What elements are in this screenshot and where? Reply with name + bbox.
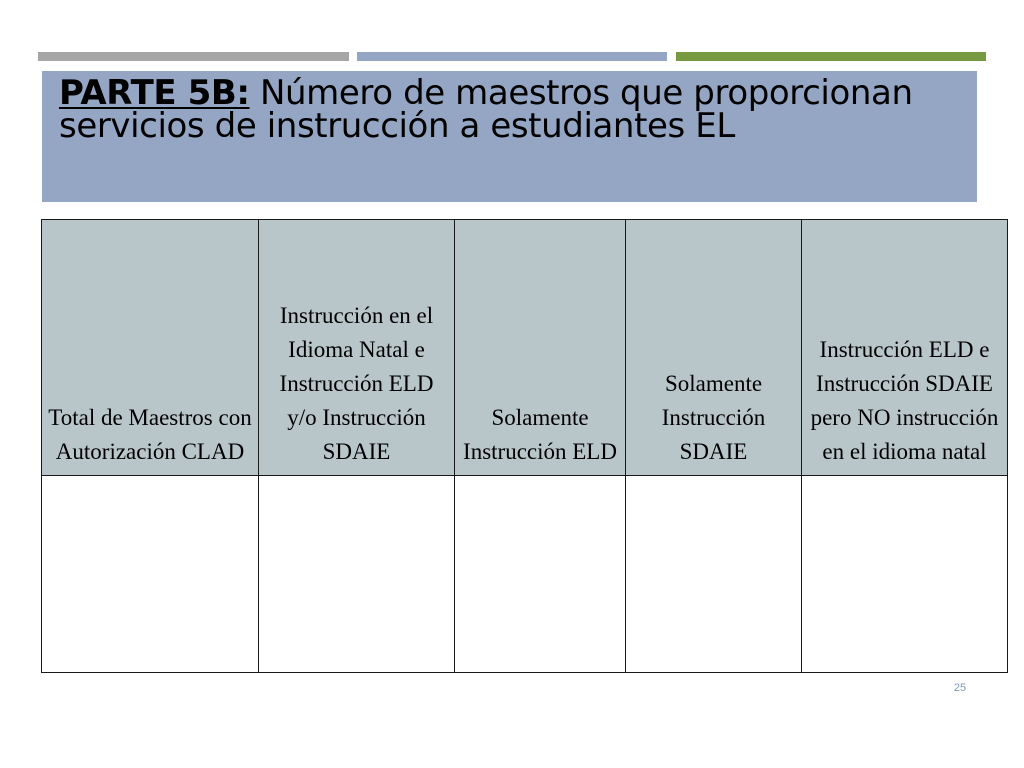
- header-eld-sdaie-no-native: Instrucción ELD e Instrucción SDAIE pero NO instrucción en el idioma natal: [802, 220, 1008, 476]
- header-total-clad: Total de Maestros con Autorización CLAD: [42, 220, 259, 476]
- header-sdaie-only: Solamente Instrucción SDAIE: [626, 220, 802, 476]
- table-cell-sdaie-only[interactable]: [626, 476, 802, 673]
- title-body: Número de maestros que proporcionan servicios de instrucción a estudiantes EL: [59, 73, 913, 146]
- accent-bar-gray: [38, 52, 349, 61]
- teachers-table: [41, 219, 1008, 673]
- title-banner: [42, 71, 977, 202]
- header-native-language-eld-sdaie: Instrucción en el Idioma Natal e Instrucción ELD y/o Instrucción SDAIE: [259, 220, 455, 476]
- title-prefix: PARTE 5B:: [59, 73, 250, 113]
- table-row: [42, 476, 1008, 673]
- header-row: [42, 220, 1008, 476]
- accent-bar-green: [676, 52, 986, 61]
- page-number: 25: [953, 682, 967, 694]
- accent-bar-blue: [357, 52, 667, 61]
- table-cell-total-clad[interactable]: [42, 476, 259, 673]
- header-eld-only: Solamente Instrucción ELD: [455, 220, 626, 476]
- slide-title: [59, 73, 961, 146]
- table-cell-eld-only[interactable]: [455, 476, 626, 673]
- table-cell-eld-sdaie-no-native[interactable]: [802, 476, 1008, 673]
- table-cell-native-language-eld-sdaie[interactable]: [259, 476, 455, 673]
